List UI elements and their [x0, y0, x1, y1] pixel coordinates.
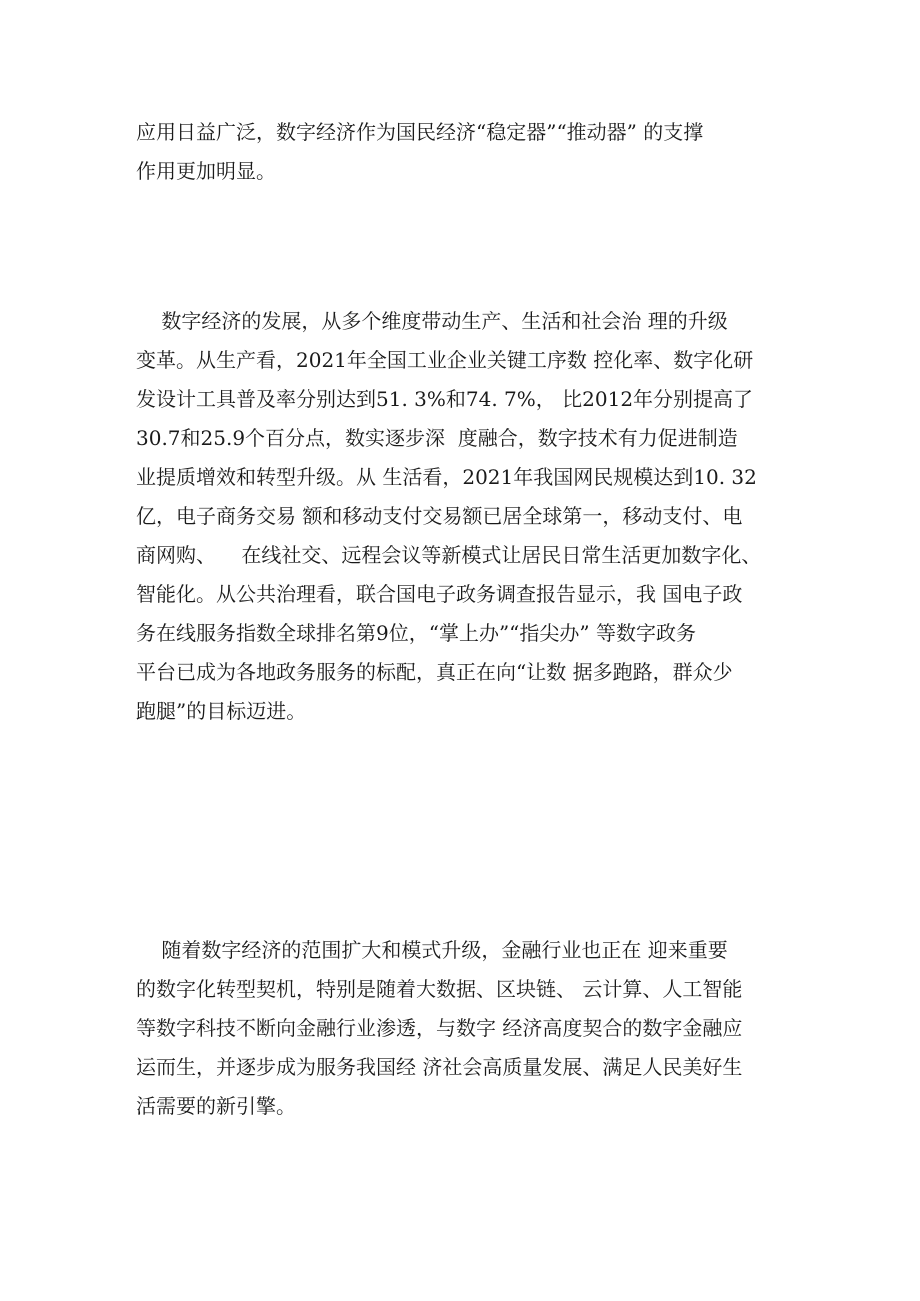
paragraph-line: 运而生，并逐步成为服务我国经 济社会高质量发展、满足人民美好生: [136, 1055, 743, 1079]
paragraph-line: 务在线服务指数全球排名第9位，“掌上办”“指尖办” 等数字政务: [136, 621, 696, 645]
paragraph-line: 作用更加明显。: [136, 159, 276, 183]
paragraph-line: 随着数字经济的范围扩大和模式升级，金融行业也正在 迎来重要: [136, 938, 728, 962]
paragraph-line: 业提质增效和转型升级。从 生活看，2021年我国网民规模达到10. 32: [136, 465, 757, 489]
paragraph-2: [136, 302, 806, 731]
paragraph-line: 30.7和25.9个百分点，数实逐步深 度融合，数字技术有力促进制造: [136, 426, 738, 450]
paragraph-line: 变革。从生产看，2021年全国工业企业关键工序数 控化率、数字化研: [136, 348, 754, 372]
paragraph-3: [136, 931, 806, 1126]
paragraph-line: 亿，电子商务交易 额和移动支付交易额已居全球第一，移动支付、电: [136, 504, 743, 528]
paragraph-line: 发设计工具普及率分别达到51. 3%和74. 7%， 比2012年分别提高了: [136, 387, 754, 411]
paragraph-line: 的数字化转型契机，特别是随着大数据、区块链、 云计算、人工智能: [136, 977, 743, 1001]
paragraph-line: 活需要的新引擎。: [136, 1094, 296, 1118]
paragraph-1: [136, 113, 806, 191]
paragraph-line: 商网购、 在线社交、远程会议等新模式让居民日常生活更加数字化、: [136, 543, 762, 567]
paragraph-line: 数字经济的发展，从多个维度带动生产、生活和社会治 理的升级: [136, 309, 728, 333]
paragraph-line: 应用日益广泛，数字经济作为国民经济“稳定器”“推动器” 的支撑: [136, 120, 704, 144]
paragraph-line: 平台已成为各地政务服务的标配，真正在向“让数 据多跑路，群众少: [136, 660, 733, 684]
paragraph-line: 等数字科技不断向金融行业渗透，与数字 经济高度契合的数字金融应: [136, 1016, 743, 1040]
paragraph-line: 智能化。从公共治理看，联合国电子政务调查报告显示，我 国电子政: [136, 582, 743, 606]
paragraph-line: 跑腿”的目标迈进。: [136, 699, 307, 723]
